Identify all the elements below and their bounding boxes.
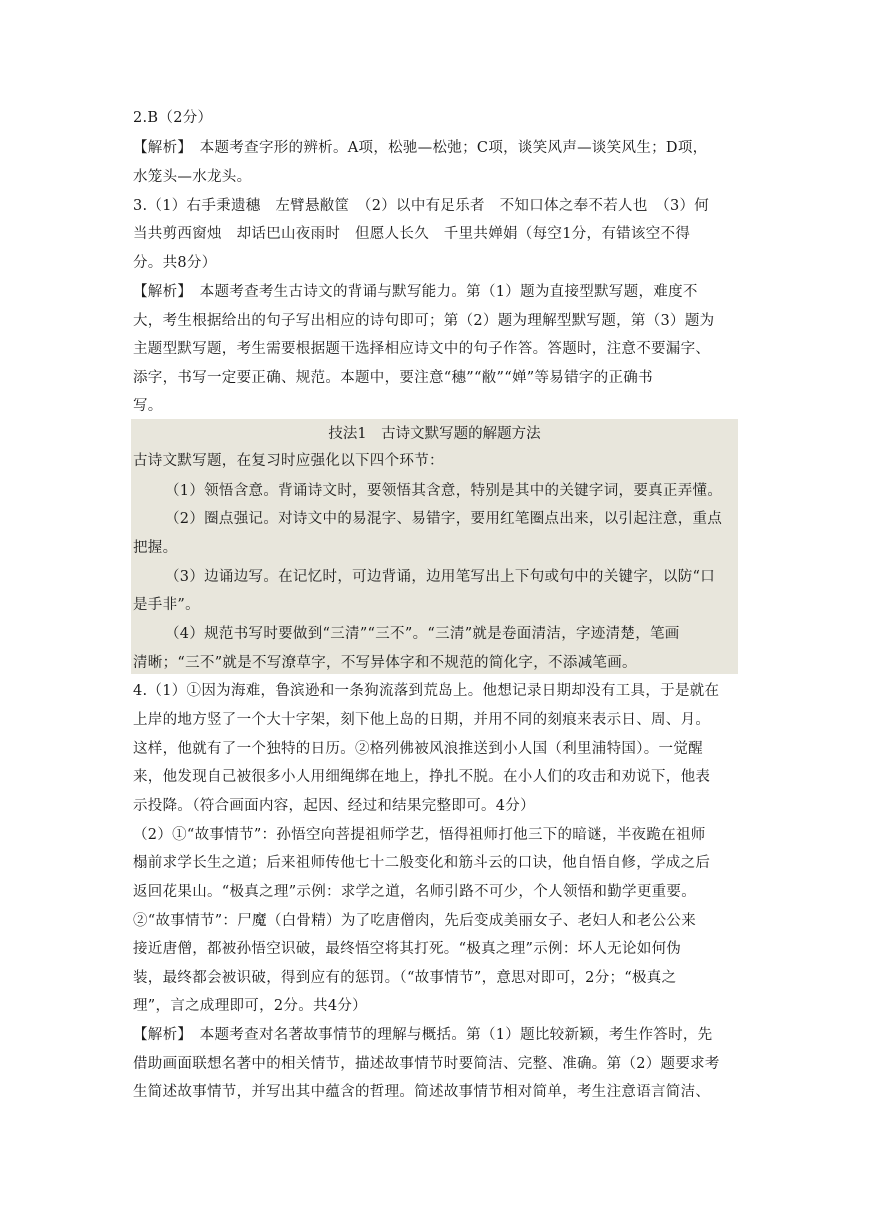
- technique-intro: 古诗文默写题，在复习时应强化以下四个环节：: [133, 453, 444, 469]
- technique-step-4: （4）规范书写时要做到“三清”“三不”。“三清”就是卷面清洁，字迹清楚，笔画: [165, 626, 680, 642]
- answer-4-2-line-7: 理”，言之成理即可，2分。共4分）: [133, 998, 367, 1014]
- answer-4-2-line-4: ②“故事情节”：尸魔（白骨精）为了吃唐僧肉，先后变成美丽女子、老妇人和老公公来: [133, 913, 697, 929]
- answer-4-line-4: 来，他发现自己被很多小人用细绳绑在地上，挣扎不脱。在小人们的攻击和劝说下，他表: [133, 769, 711, 785]
- analysis-4-line-2: 借助画面联想名著中的相关情节，描述故事情节时要简洁、完整、准确。第（2）题要求考: [133, 1056, 720, 1072]
- technique-title: 技法1 古诗文默写题的解题方法: [328, 426, 541, 442]
- answer-4-2-line-1: （2）①“故事情节”：孙悟空向菩提祖师学艺，悟得祖师打他三下的暗谜，半夜跪在祖师: [133, 827, 706, 843]
- analysis-4-line-1: 【解析】 本题考查对名著故事情节的理解与概括。第（1）题比较新颖，考生作答时，先: [133, 1027, 713, 1043]
- technique-step-4-cont: 清晰；“三不”就是不写潦草字，不写异体字和不规范的简化字，不添减笔画。: [133, 655, 637, 671]
- answer-4-line-3: 这样，他就有了一个独特的日历。②格列佛被风浪推送到小人国（利里浦特国）。一觉醒: [133, 741, 703, 757]
- analysis-3-line-3: 主题型默写题，考生需要根据题干选择相应诗文中的句子作答。答题时，注意不要漏字、: [133, 341, 711, 357]
- analysis-2-line-1: 【解析】 本题考查字形的辨析。A项，松驰—松弛；C项，谈笑风声—谈笑风生；D项，: [133, 140, 708, 156]
- answer-3-line-1: 3.（1）右手秉遗穗 左臂悬敝筐 （2）以中有足乐者 不知口体之奉不若人也 （3）何: [133, 198, 710, 214]
- answer-4-2-line-3: 返回花果山。“极真之理”示例：求学之道，名师引路不可少，个人领悟和勤学更重要。: [133, 884, 697, 900]
- technique-step-3: （3）边诵边写。在记忆时，可边背诵，边用笔写出上下句或句中的关键字，以防“口: [165, 569, 716, 585]
- analysis-2-line-2: 水笼头—水龙头。: [133, 169, 252, 185]
- analysis-3-line-2: 大，考生根据给出的句子写出相应的诗句即可；第（2）题为理解型默写题，第（3）题为: [133, 313, 715, 329]
- analysis-3-line-4: 添字，书写一定要正确、规范。本题中，要注意“穗”“敝”“婵”等易错字的正确书: [133, 370, 653, 386]
- answer-3-line-3: 分。共8分）: [133, 255, 217, 271]
- analysis-3-line-5: 写。: [133, 398, 163, 414]
- answer-4-2-line-5: 接近唐僧，都被孙悟空识破，最终悟空将其打死。“极真之理”示例：坏人无论如何伪: [133, 941, 682, 957]
- answer-4-2-line-6: 装，最终都会被识破，得到应有的惩罚。（“故事情节”，意思对即可，2分；“极真之: [133, 970, 677, 986]
- answer-4-line-2: 上岸的地方竖了一个大十字架，刻下他上岛的日期，并用不同的刻痕来表示日、周、月。: [133, 712, 711, 728]
- technique-step-2: （2）圈点强记。对诗文中的易混字、易错字，要用红笔圈点出来，以引起注意，重点: [165, 511, 723, 527]
- technique-step-3-cont: 是手非”。: [133, 597, 200, 613]
- answer-3-line-2: 当共剪西窗烛 却话巴山夜雨时 但愿人长久 千里共婵娟（每空1分，有错该空不得: [133, 226, 691, 242]
- technique-step-2-cont: 把握。: [133, 540, 178, 556]
- analysis-4-line-3: 生简述故事情节，并写出其中蕴含的哲理。简述故事情节相对简单，考生注意语言简洁、: [133, 1084, 711, 1100]
- answer-4-2-line-2: 榻前求学长生之道；后来祖师传他七十二般变化和筋斗云的口诀，他自悟自修，学成之后: [133, 855, 711, 871]
- analysis-3-line-1: 【解析】 本题考查考生古诗文的背诵与默写能力。第（1）题为直接型默写题，难度不: [133, 284, 698, 300]
- answer-4-line-5: 示投降。（符合画面内容，起因、经过和结果完整即可。4分）: [133, 798, 535, 814]
- answer-4-line-1: 4.（1）①因为海难，鲁滨逊和一条狗流落到荒岛上。他想记录日期却没有工具，于是就在: [133, 683, 720, 699]
- technique-step-1: （1）领悟含意。背诵诗文时，要领悟其含意，特别是其中的关键字词，要真正弄懂。: [165, 483, 723, 499]
- answer-2: 2.B（2分）: [133, 110, 213, 126]
